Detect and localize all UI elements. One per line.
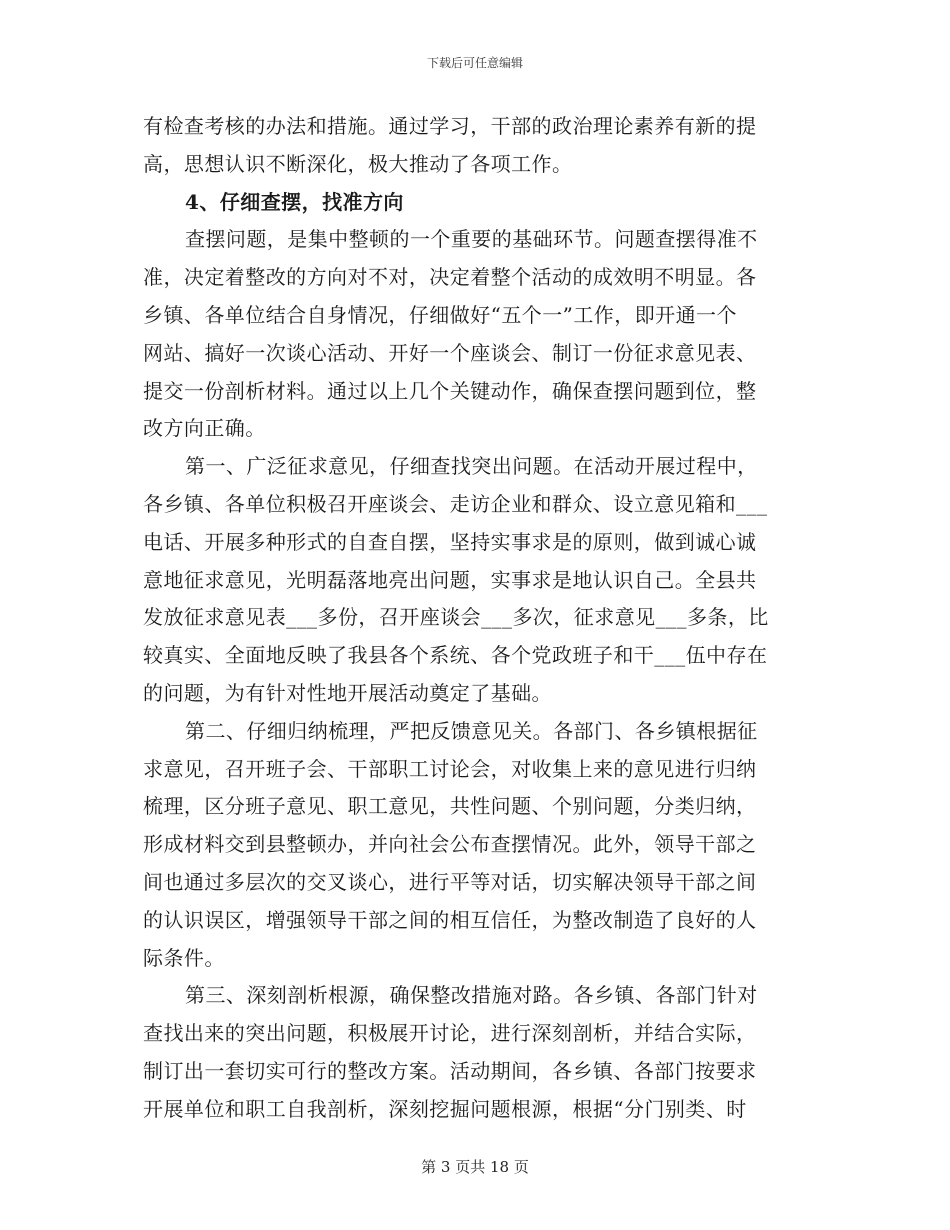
text-line: 乡镇、各单位结合自身情况，仔细做好“五个一”工作，即开通一个 bbox=[143, 302, 737, 327]
text-line: 梳理，区分班子意见、职工意见，共性问题、个别问题，分类归纳， bbox=[143, 794, 757, 819]
section-heading: 4、仔细查摆，找准方向 bbox=[185, 189, 404, 214]
text-line: 的认识误区，增强领导干部之间的相互信任，为整改制造了良好的人 bbox=[143, 907, 757, 932]
text-line: 较真实、全面地反映了我县各个系统、各个党政班子和干___伍中存在 bbox=[143, 643, 768, 668]
text-line: 制订出一套切实可行的整改方案。活动期间，各乡镇、各部门按要求 bbox=[143, 1058, 757, 1083]
text-line: 高，思想认识不断深化，极大推动了各项工作。 bbox=[143, 151, 573, 176]
text-line: 形成材料交到县整顿办，并向社会公布查摆情况。此外，领导干部之 bbox=[143, 832, 757, 857]
document-body bbox=[143, 108, 803, 1129]
text-line: 提交一份剖析材料。通过以上几个关键动作，确保查摆问题到位，整 bbox=[143, 378, 757, 403]
text-line: 网站、搞好一次谈心活动、开好一个座谈会、制订一份征求意见表、 bbox=[143, 340, 757, 365]
text-line: 发放征求意见表___多份，召开座谈会___多次，征求意见___多条，比 bbox=[143, 605, 769, 630]
text-line: 各乡镇、各单位积极召开座谈会、走访企业和群众、设立意见箱和___ bbox=[143, 491, 768, 516]
text-line: 第二、仔细归纳梳理，严把反馈意见关。各部门、各乡镇根据征 bbox=[185, 718, 758, 743]
text-line: 第三、深刻剖析根源，确保整改措施对路。各乡镇、各部门针对 bbox=[185, 983, 758, 1008]
text-line: 第一、广泛征求意见，仔细查找突出问题。在活动开展过程中， bbox=[185, 454, 758, 479]
page-header: 下载后可任意编辑 bbox=[426, 56, 523, 70]
text-line: 准，决定着整改的方向对不对，决定着整个活动的成效明不明显。各 bbox=[143, 265, 757, 290]
text-line: 际条件。 bbox=[143, 945, 225, 970]
text-line: 求意见，召开班子会、干部职工讨论会，对收集上来的意见进行归纳 bbox=[143, 756, 757, 781]
text-line: 查找出来的突出问题，积极展开讨论，进行深刻剖析，并结合实际， bbox=[143, 1021, 757, 1046]
text-line: 查摆问题，是集中整顿的一个重要的基础环节。问题查摆得准不 bbox=[185, 227, 758, 252]
text-line: 改方向正确。 bbox=[143, 416, 266, 441]
page-footer: 第 3 页共 18 页 bbox=[421, 1158, 529, 1176]
text-line: 开展单位和职工自我剖析，深刻挖掘问题根源，根据“分门别类、时 bbox=[143, 1096, 747, 1121]
text-line: 有检查考核的办法和措施。通过学习，干部的政治理论素养有新的提 bbox=[143, 114, 757, 138]
text-line: 的问题，为有针对性地开展活动奠定了基础。 bbox=[143, 680, 552, 705]
text-line: 意地征求意见，光明磊落地亮出问题，实事求是地认识自己。全县共 bbox=[143, 567, 757, 592]
text-line: 间也通过多层次的交叉谈心，进行平等对话，切实解决领导干部之间 bbox=[143, 869, 757, 894]
text-line: 电话、开展多种形式的自查自摆，坚持实事求是的原则，做到诚心诚 bbox=[143, 529, 757, 554]
